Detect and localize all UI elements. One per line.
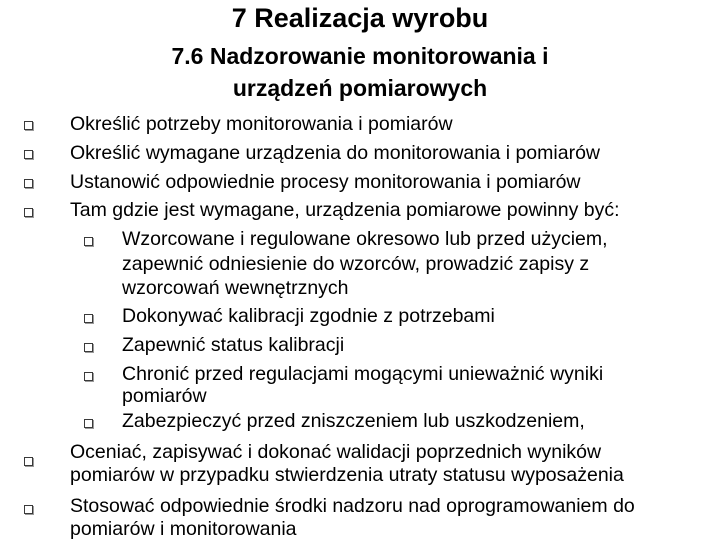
square-sub-bullet-icon (84, 314, 93, 323)
square-bullet-icon (24, 505, 33, 514)
bullet-text: Tam gdzie jest wymagane, urządzenia pomiarowe powinny być: (70, 199, 620, 221)
bullet-text: Stosować odpowiednie środki nadzoru nad oprogramowaniem do (70, 495, 635, 517)
square-bullet-icon (24, 150, 33, 159)
slide-subtitle-line-2: urządzeń pomiarowych (232, 75, 488, 101)
bullet-text: pomiarów w przypadku stwierdzenia utraty statusu wyposażenia (70, 464, 624, 486)
square-bullet-icon (24, 179, 33, 188)
sub-bullet-text: Zabezpieczyć przed zniszczeniem lub uszkodzeniem, (122, 410, 585, 432)
sub-bullet-text: Zapewnić status kalibracji (122, 334, 345, 356)
bullet-text: Oceniać, zapisywać i dokonać walidacji poprzednich wyników (70, 441, 602, 463)
square-sub-bullet-icon (84, 372, 93, 381)
slide-title: 7 Realizacja wyrobu (231, 3, 489, 33)
sub-bullet-text: wzorcowań wewnętrznych (122, 277, 349, 299)
slide-subtitle-line-1: 7.6 Nadzorowanie monitorowania i (171, 43, 549, 69)
sub-bullet-text: Chronić przed regulacjami mogącymi unieważnić wyniki (122, 363, 604, 385)
sub-bullet-text: pomiarów (122, 385, 207, 407)
bullet-text: Ustanowić odpowiednie procesy monitorowania i pomiarów (70, 171, 581, 193)
square-sub-bullet-icon (84, 419, 93, 428)
square-bullet-icon (24, 121, 33, 130)
sub-bullet-text: Wzorcowane i regulowane okresowo lub przed użyciem, (122, 228, 608, 250)
sub-bullet-text: zapewnić odniesienie do wzorców, prowadzić zapisy z (122, 253, 590, 275)
bullet-text: Określić wymagane urządzenia do monitorowania i pomiarów (70, 142, 600, 164)
square-sub-bullet-icon (84, 237, 93, 246)
square-bullet-icon (24, 457, 33, 466)
square-sub-bullet-icon (84, 343, 93, 352)
bullet-text: pomiarów i monitorowania (70, 518, 297, 540)
square-bullet-icon (24, 208, 33, 217)
sub-bullet-text: Dokonywać kalibracji zgodnie z potrzebami (122, 305, 495, 327)
bullet-text: Określić potrzeby monitorowania i pomiarów (70, 113, 453, 135)
